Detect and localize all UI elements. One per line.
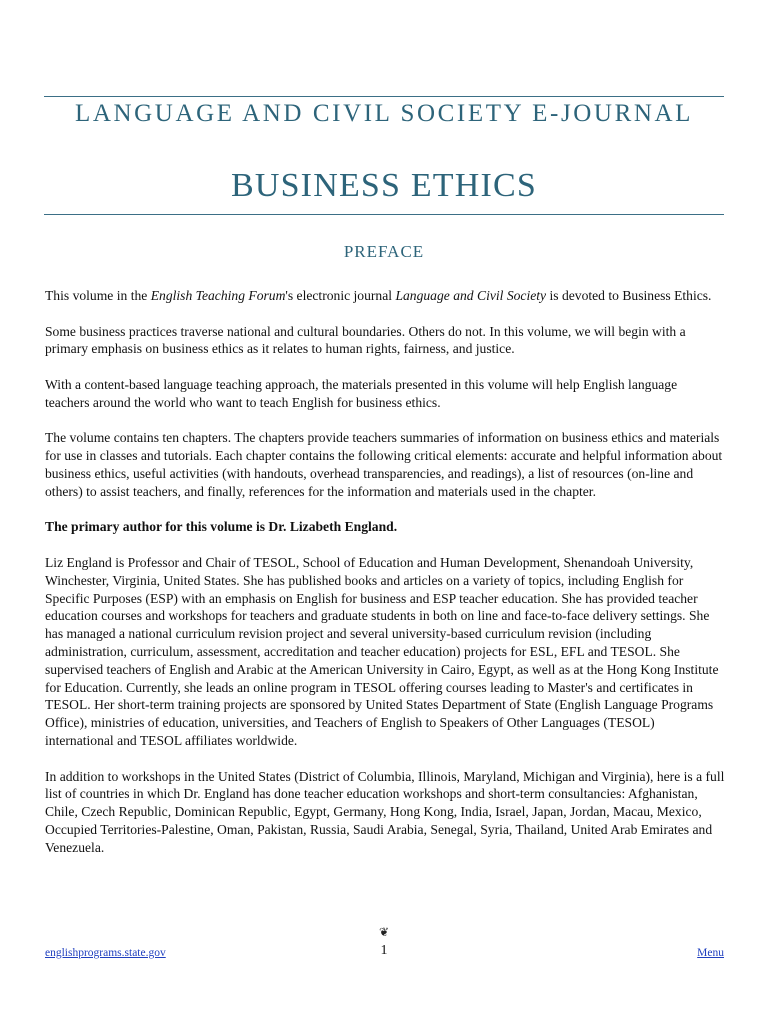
journal-title: LANGUAGE AND CIVIL SOCIETY E-JOURNAL: [74, 100, 694, 127]
body-text: [45, 287, 725, 874]
paragraph-countries: In addition to workshops in the United States (District of Columbia, Illinois, Maryland, Michigan and Virginia), here is a full list of countries in which Dr. England has done teacher education workshops and short-term consultancies: Afghanistan, Chile, Czech Republic, Dominican Republic, Egypt, Germany, Hong Kong, India, Israel, Japan, Jordan, Macau, Mexico, Occupied Territories-Palestine, Oman, Pakistan, Russia, Saudi Arabia, Senegal, Syria, Thailand, United Arab Emirates and Venezuela.: [45, 768, 725, 855]
paragraph-intro-text-c: is devoted to Business Ethics.: [546, 288, 712, 303]
header-rule: [44, 214, 724, 215]
forum-title: English Teaching Forum: [150, 288, 286, 303]
menu-link[interactable]: Menu: [697, 947, 724, 959]
paragraph-author: The primary author for this volume is Dr. Lizabeth England.: [45, 519, 398, 535]
paragraph-biography: Liz England is Professor and Chair of TESOL, School of Education and Human Development, Shenandoah University, Winchester, Virginia, United States. She has published books and articles on a variety of topics, including English for Specific Purposes (ESP) with an emphasis on English for business and ESP teacher education. She has provided teacher education courses and workshops for teachers and graduate students in both on line and face-to-face delivery settings. She has managed a national curriculum revision project and several university-based curriculum revision (including administration, curriculum, assessment, accreditation and teacher education) projects for ESL, EFL and TESOL. She supervised teachers of English and Arabic at the American University in Cairo, Egypt, as well as at the Hong Kong Institute for Education. Currently, she leads an online program in TESOL offering courses leading to Master's and certificates in TESOL. Her short-term training projects are sponsored by United States Department of State (English Language Programs Office), ministries of education, universities, and Teachers of English to Speakers of Other Languages (TESOL) international and TESOL affiliates worldwide.: [45, 554, 719, 748]
paragraph-intro-text-b: 's electronic journal: [285, 288, 396, 303]
paragraph-intro: [45, 287, 725, 305]
journal-name: Language and Civil Society: [395, 288, 547, 303]
page-number: 1: [380, 943, 388, 958]
paragraph-practices: Some business practices traverse national and cultural boundaries. Others do not. In this volume, we will begin with a primary emphasis on business ethics as it relates to human rights, fairness, and justice.: [45, 323, 686, 357]
section-title: PREFACE: [343, 242, 425, 261]
website-link[interactable]: englishprograms.state.gov: [45, 947, 166, 959]
footer-ornament-icon: ❦: [378, 925, 390, 939]
volume-title: BUSINESS ETHICS: [230, 167, 538, 204]
top-rule: [44, 96, 724, 97]
paragraph-approach: With a content-based language teaching approach, the materials presented in this volume will help English language teachers around the world who want to teach English for business ethics.: [45, 376, 678, 410]
paragraph-chapters: The volume contains ten chapters. The chapters provide teachers summaries of information on business ethics and materials for use in classes and tutorials. Each chapter contains the following critical elements: accurate and helpful information about business ethics, useful activities (with handouts, overhead transparencies, and readings), a list of resources (on-line and others) to assist teachers, and finally, references for the information and materials used in the chapter.: [45, 430, 723, 499]
paragraph-intro-text-a: This volume in the: [45, 288, 151, 303]
